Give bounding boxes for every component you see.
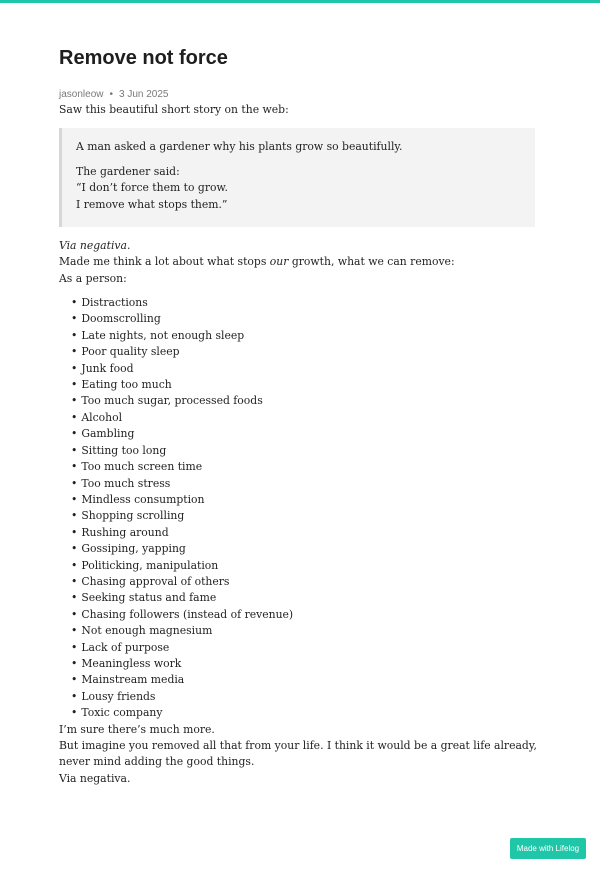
list-item: • Toxic company	[71, 705, 537, 721]
article	[59, 44, 537, 787]
remove-list	[59, 295, 537, 722]
quote-reply	[76, 164, 521, 213]
quote-line: I remove what stops them.”	[76, 197, 228, 211]
list-item: • Doomscrolling	[71, 311, 537, 327]
list-item: • Politicking, manipulation	[71, 558, 537, 574]
list-item: • Gambling	[71, 426, 537, 442]
meta-separator: •	[109, 89, 113, 100]
as-person-label: As a person:	[59, 271, 127, 285]
list-item: • Too much screen time	[71, 459, 537, 475]
list-item: • Chasing approval of others	[71, 574, 537, 590]
quote-line: “I don’t force them to grow.	[76, 181, 228, 195]
emphasis-our: our	[269, 255, 289, 269]
closing-paragraph: Via negativa.	[59, 771, 131, 785]
list-item: • Alcohol	[71, 410, 537, 426]
post-meta	[59, 88, 537, 102]
list-item: • Eating too much	[71, 377, 537, 393]
list-item: • Gossiping, yapping	[71, 541, 537, 557]
author-name: jasonleow	[59, 89, 104, 100]
list-item: • Shopping scrolling	[71, 508, 537, 524]
quote-line: A man asked a gardener why his plants grow so beautifully.	[76, 140, 403, 154]
list-item: • Too much sugar, processed foods	[71, 393, 537, 409]
top-accent-bar	[0, 0, 600, 3]
intro-paragraph: Saw this beautiful short story on the web:	[59, 103, 289, 116]
list-item: • Mainstream media	[71, 672, 537, 688]
made-with-lifelog-button[interactable]: Made with Lifelog	[510, 838, 586, 859]
list-item: • Late nights, not enough sleep	[71, 328, 537, 344]
list-item: • Too much stress	[71, 476, 537, 492]
list-item: • Rushing around	[71, 525, 537, 541]
list-item: • Sitting too long	[71, 443, 537, 459]
more-paragraph: I’m sure there’s much more.	[59, 722, 215, 736]
list-item: • Lack of purpose	[71, 640, 537, 656]
via-negativa-note: Via negativa.	[59, 238, 131, 252]
list-item: • Junk food	[71, 361, 537, 377]
via-negativa-italic: Via negativa	[59, 238, 127, 252]
list-item: • Seeking status and fame	[71, 590, 537, 606]
list-item: • Not enough magnesium	[71, 623, 537, 639]
list-item: • Mindless consumption	[71, 492, 537, 508]
post-date: 3 Jun 2025	[119, 89, 169, 100]
list-item: • Distractions	[71, 295, 537, 311]
list-item: • Lousy friends	[71, 689, 537, 705]
list-item: • Poor quality sleep	[71, 344, 537, 360]
quote-line: The gardener said:	[76, 164, 180, 178]
imagine-paragraph: But imagine you removed all that from your life. I think it would be a great life already, never mind adding the good things.	[59, 739, 537, 769]
reflection-paragraph: Made me think a lot about what stops our growth, what we can remove:	[59, 255, 455, 269]
list-item: • Chasing followers (instead of revenue)	[71, 607, 537, 623]
post-body	[59, 102, 537, 787]
page-title: Remove not force	[59, 47, 228, 69]
list-item: • Meaningless work	[71, 656, 537, 672]
story-quote	[59, 128, 535, 227]
